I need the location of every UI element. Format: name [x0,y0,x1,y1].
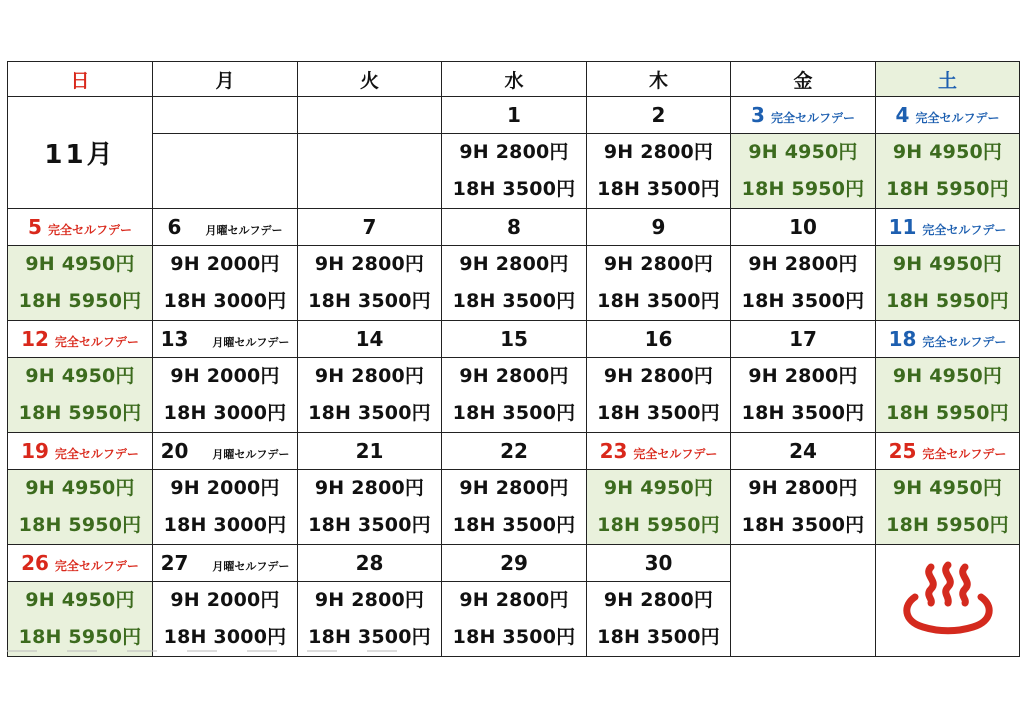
price-18h: 18H 3500円 [308,402,431,424]
day-number: 5 [28,215,42,239]
day-cell [876,433,1020,470]
price-18h: 18H 5950円 [18,626,142,648]
weekday-friday: 金 [731,62,876,97]
price-calendar [7,61,1020,657]
price-cell [442,246,587,321]
day-cell [876,209,1020,246]
day-number: 21 [355,439,384,463]
day-number: 25 [888,439,917,463]
price-cell [298,582,442,657]
scan-artifact [7,650,427,652]
day-number: 19 [21,439,49,463]
price-cell [876,246,1020,321]
week-price-row [8,246,1020,321]
day-number: 20 [160,439,189,463]
day-number: 18 [888,327,917,351]
day-cell [442,209,587,246]
price-9h: 9H 4950円 [892,253,1003,275]
price-18h: 18H 3500円 [452,178,576,200]
day-number: 8 [507,215,521,239]
price-cell [731,134,876,209]
day-number: 7 [362,215,377,239]
price-9h: 9H 2800円 [603,589,714,611]
price-9h: 9H 4950円 [748,141,858,163]
price-9h: 9H 2000円 [170,365,280,387]
day-number: 14 [355,327,384,351]
price-18h: 18H 3500円 [452,626,576,648]
price-18h: 18H 3500円 [452,514,576,536]
day-number: 1 [507,103,521,127]
day-cell [876,97,1020,134]
price-cell [442,582,587,657]
price-18h: 18H 5950円 [886,290,1009,312]
day-cell [298,545,442,582]
price-18h: 18H 3500円 [452,402,576,424]
day-cell [731,433,876,470]
empty-day-cell [153,97,298,134]
price-18h: 18H 5950円 [741,178,865,200]
weekday-monday: 月 [153,62,298,97]
price-cell [587,582,731,657]
price-cell [442,470,587,545]
day-cell [153,433,298,470]
day-cell [153,545,298,582]
day-cell [731,209,876,246]
price-18h: 18H 5950円 [886,514,1009,536]
price-cell [298,470,442,545]
empty-day-cell [731,545,876,657]
self-day-note: 完全セルフデー [770,111,855,125]
day-cell [8,209,153,246]
day-cell [442,433,587,470]
self-day-note: 完全セルフデー [54,559,139,573]
week-price-row [8,134,1020,209]
price-18h: 18H 5950円 [18,402,142,424]
price-cell [8,470,153,545]
day-cell [298,433,442,470]
monday-self-note: 月曜セルフデー [212,448,290,461]
price-18h: 18H 5950円 [886,178,1009,200]
day-number: 13 [160,327,189,351]
day-number: 30 [644,551,673,575]
weekday-tuesday: 火 [298,62,442,97]
price-9h: 9H 2800円 [748,477,858,499]
day-cell [587,209,731,246]
day-cell [876,321,1020,358]
day-number: 15 [500,327,528,351]
price-cell [442,134,587,209]
price-cell [8,582,153,657]
day-cell [587,321,731,358]
price-18h: 18H 3500円 [597,178,720,200]
week-price-row [8,358,1020,433]
price-cell [298,358,442,433]
price-9h: 9H 2800円 [748,365,858,387]
price-9h: 9H 2000円 [170,589,280,611]
day-cell [587,97,731,134]
price-9h: 9H 4950円 [25,477,135,499]
month-label: 11月 [8,97,153,209]
price-9h: 9H 2800円 [459,365,569,387]
price-9h: 9H 2800円 [748,253,858,275]
price-18h: 18H 5950円 [597,514,720,536]
monday-self-note: 月曜セルフデー [212,336,290,349]
price-9h: 9H 4950円 [892,141,1003,163]
day-number: 6 [167,215,182,239]
day-cell [8,433,153,470]
price-18h: 18H 3500円 [741,402,865,424]
price-9h: 9H 2000円 [170,477,280,499]
day-number: 3 [751,103,765,127]
self-day-note: 完全セルフデー [922,335,1007,349]
week-day-row [8,433,1020,470]
calendar-body [8,97,1020,657]
price-18h: 18H 3500円 [741,514,865,536]
self-day-note: 完全セルフデー [54,335,139,349]
weekday-header-row [8,62,1020,97]
self-day-note: 完全セルフデー [922,447,1007,461]
price-18h: 18H 3000円 [163,402,287,424]
price-cell [153,470,298,545]
week-price-row [8,470,1020,545]
price-cell [587,246,731,321]
price-9h: 9H 2800円 [603,365,714,387]
day-number: 27 [160,551,189,575]
day-number: 29 [500,551,528,575]
price-cell [587,134,731,209]
weekday-thursday: 木 [587,62,731,97]
price-cell [442,358,587,433]
price-9h: 9H 2800円 [314,365,425,387]
day-number: 28 [355,551,384,575]
price-9h: 9H 4950円 [25,589,135,611]
week-day-row [8,545,1020,582]
price-18h: 18H 3500円 [741,290,865,312]
day-cell [8,321,153,358]
price-9h: 9H 2800円 [459,589,569,611]
price-18h: 18H 3500円 [308,626,431,648]
price-9h: 9H 2800円 [314,477,425,499]
price-18h: 18H 5950円 [886,402,1009,424]
day-number: 24 [789,439,817,463]
day-cell [298,321,442,358]
price-cell [731,470,876,545]
price-18h: 18H 3500円 [597,290,720,312]
day-cell [153,209,298,246]
price-18h: 18H 3500円 [452,290,576,312]
empty-price-cell [153,134,298,209]
price-cell [876,134,1020,209]
day-cell [442,321,587,358]
price-cell [587,358,731,433]
price-cell [153,358,298,433]
day-number: 9 [651,215,666,239]
price-cell [298,246,442,321]
day-cell [8,545,153,582]
weekday-wednesday: 水 [442,62,587,97]
price-cell [153,582,298,657]
price-9h: 9H 4950円 [603,477,714,499]
price-18h: 18H 3500円 [308,514,431,536]
day-number: 4 [895,103,910,127]
self-day-note: 完全セルフデー [915,111,1000,125]
price-9h: 9H 2800円 [459,141,569,163]
price-cell [731,358,876,433]
price-9h: 9H 2800円 [314,589,425,611]
day-number: 17 [789,327,817,351]
price-9h: 9H 4950円 [892,477,1003,499]
week-day-row [8,97,1020,134]
price-18h: 18H 3500円 [308,290,431,312]
weekday-sunday: 日 [8,62,153,97]
price-9h: 9H 2000円 [170,253,280,275]
price-9h: 9H 4950円 [892,365,1003,387]
day-number: 11 [888,215,917,239]
price-9h: 9H 2800円 [603,253,714,275]
price-cell [876,470,1020,545]
day-cell [298,209,442,246]
week-day-row [8,321,1020,358]
day-number: 23 [599,439,628,463]
price-cell [8,246,153,321]
empty-price-cell [298,134,442,209]
week-day-row [8,209,1020,246]
price-18h: 18H 5950円 [18,514,142,536]
price-9h: 9H 2800円 [603,141,714,163]
day-number: 2 [651,103,666,127]
day-number: 10 [789,215,817,239]
price-cell [153,246,298,321]
self-day-note: 完全セルフデー [47,223,132,237]
hot-spring-icon [893,561,1003,637]
day-cell [731,321,876,358]
day-cell [731,97,876,134]
price-cell [731,246,876,321]
price-18h: 18H 5950円 [18,290,142,312]
self-day-note: 完全セルフデー [633,447,718,461]
day-number: 12 [21,327,49,351]
empty-day-cell [298,97,442,134]
price-9h: 9H 2800円 [459,477,569,499]
hot-spring-cell [876,545,1020,657]
price-18h: 18H 3000円 [163,626,287,648]
price-18h: 18H 3000円 [163,514,287,536]
price-cell [876,358,1020,433]
day-cell [442,97,587,134]
price-9h: 9H 4950円 [25,253,135,275]
day-cell [153,321,298,358]
monday-self-note: 月曜セルフデー [212,560,290,573]
day-number: 16 [644,327,673,351]
day-cell [442,545,587,582]
price-18h: 18H 3000円 [163,290,287,312]
price-9h: 9H 2800円 [314,253,425,275]
day-cell [587,545,731,582]
price-9h: 9H 4950円 [25,365,135,387]
monday-self-note: 月曜セルフデー [205,224,283,237]
self-day-note: 完全セルフデー [922,223,1007,237]
self-day-note: 完全セルフデー [54,447,139,461]
weekday-saturday: 土 [876,62,1020,97]
price-cell [587,470,731,545]
price-cell [8,358,153,433]
day-cell [587,433,731,470]
day-number: 26 [21,551,49,575]
price-9h: 9H 2800円 [459,253,569,275]
price-18h: 18H 3500円 [597,626,720,648]
day-number: 22 [500,439,528,463]
price-18h: 18H 3500円 [597,402,720,424]
